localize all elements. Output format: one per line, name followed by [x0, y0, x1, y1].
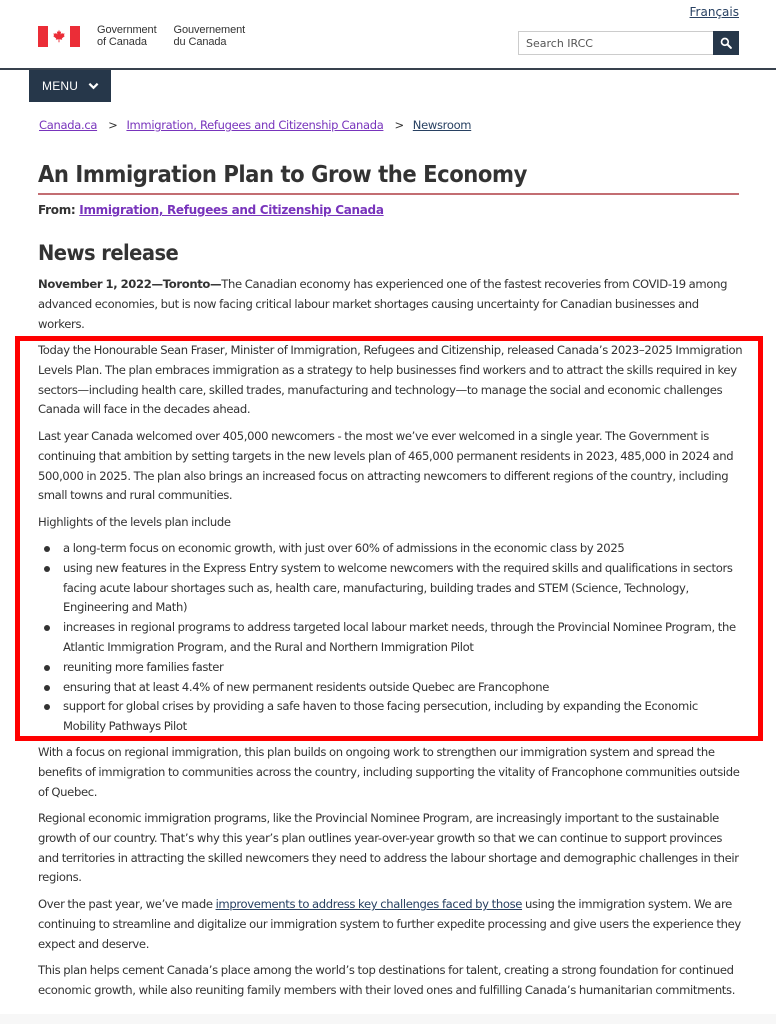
list-item: a long-term focus on economic growth, with just over 60% of admissions in the economic class by 2025 [38, 539, 743, 559]
page-bottom-edge [0, 1014, 776, 1024]
news-release-heading: News release [38, 241, 179, 265]
from-line [38, 203, 384, 217]
title-underline [38, 193, 739, 195]
article-paragraph-1: Today the Honourable Sean Fraser, Minister of Immigration, Refugees and Citizenship, released Canada’s 2023–2025 Immigration Levels Plan. The plan embraces immigration as a strategy to help businesses find workers and to attract the skills required in key sectors—including health care, skilled trades, manufacturing and technology—to manage the social and economic challenges Canada will face in the decades ahead. [38, 343, 743, 417]
list-item: increases in regional programs to address targeted local labour market needs, through the Provincial Nominee Program, the Atlantic Immigration Program, and the Rural and Northern Immigration Pilot [38, 618, 743, 658]
bullet-icon [44, 625, 50, 631]
canada-flag-icon [38, 26, 80, 47]
improvements-link[interactable]: improvements to address key challenges faced by those [215, 897, 523, 911]
language-toggle-link[interactable]: Français [689, 5, 739, 19]
breadcrumb-link-ircc[interactable]: Immigration, Refugees and Citizenship Canada [126, 118, 384, 132]
article-paragraph-6: Over the past year, we’ve made improvements to address key challenges faced by those using the immigration system. We are continuing to streamline and digitalize our immigration system to further expedite processing and give users the experience they expect and deserve. [38, 897, 741, 951]
article-paragraph-4: With a focus on regional immigration, this plan builds on ongoing work to strengthen our immigration system and spread the benefits of immigration to communities across the country, including supporting the vitality of Francophone communities outside of Quebec. [38, 745, 740, 799]
article-paragraph-5: Regional economic immigration programs, like the Provincial Nominee Program, are increasingly important to the sustainable growth of our country. That’s why this year’s plan outlines year-over-year growth so that we can continue to support provinces and territories in attracting the skilled newcomers they need to address the labour shortage and demographic challenges in their regions. [38, 811, 739, 885]
chevron-down-icon [88, 82, 99, 90]
dateline: November 1, 2022—Toronto— [38, 277, 222, 291]
list-item: reuniting more families faster [38, 658, 743, 678]
breadcrumb-link-newsroom[interactable]: Newsroom [412, 118, 472, 132]
signature-english: Government of Canada [97, 24, 157, 48]
list-item: ensuring that at least 4.4% of new permanent residents outside Quebec are Francophone [38, 678, 743, 698]
government-of-canada-signature[interactable] [38, 24, 245, 48]
from-label: From: [38, 203, 76, 217]
highlights-list [38, 539, 743, 737]
breadcrumb-separator: > [394, 118, 404, 132]
breadcrumb-link-canada[interactable]: Canada.ca [39, 118, 98, 132]
maple-leaf-icon [52, 29, 66, 43]
menu-button[interactable] [29, 70, 111, 102]
bullet-icon [44, 665, 50, 671]
bullet-icon [44, 566, 50, 572]
page-title: An Immigration Plan to Grow the Economy [38, 162, 527, 188]
article-paragraph-7: This plan helps cement Canada’s place among the world’s top destinations for talent, creating a strong foundation for continued economic growth, while also reuniting family members with their loved ones and fulfilling Canada’s humanitarian commitments. [38, 963, 736, 997]
bullet-icon [44, 685, 50, 691]
list-item: using new features in the Express Entry system to welcome newcomers with the required skills and qualifications in sectors facing acute labour shortages such as, health care, manufacturing, building trades and STEM (Science, Technology, Engineering and Math) [38, 559, 743, 618]
article-paragraph-2: Last year Canada welcomed over 405,000 newcomers - the most we’ve ever welcomed in a single year. The Government is continuing that ambition by setting targets in the new levels plan of 465,000 permanent residents in 2023, 485,000 in 2024 and 500,000 in 2025. The plan also brings an increased focus on attracting newcomers to different regions of the country, including small towns and rural communities. [38, 429, 734, 503]
menu-label: MENU [42, 79, 79, 93]
breadcrumb [39, 118, 471, 132]
article-intro [38, 275, 743, 334]
search-icon [720, 37, 732, 49]
from-department-link[interactable]: Immigration, Refugees and Citizenship Canada [79, 203, 384, 217]
search-form [518, 31, 739, 55]
breadcrumb-separator: > [108, 118, 118, 132]
search-button[interactable] [713, 31, 739, 55]
header-divider [0, 68, 776, 70]
bullet-icon [44, 704, 50, 710]
signature-french: Gouvernement du Canada [173, 24, 246, 48]
search-input[interactable] [518, 31, 713, 55]
search-placeholder: Search IRCC [526, 36, 593, 50]
list-item: support for global crises by providing a safe haven to those facing persecution, including by expanding the Economic Mobility Pathways Pilot [38, 697, 743, 737]
highlights-intro: Highlights of the levels plan include [38, 515, 231, 529]
intro-text: The Canadian economy has experienced one of the fastest recoveries from COVID-19 among advanced economies, but is now facing critical labour market shortages causing uncertainty for Canadian businesses and workers. [38, 277, 728, 331]
bullet-icon [44, 546, 50, 552]
